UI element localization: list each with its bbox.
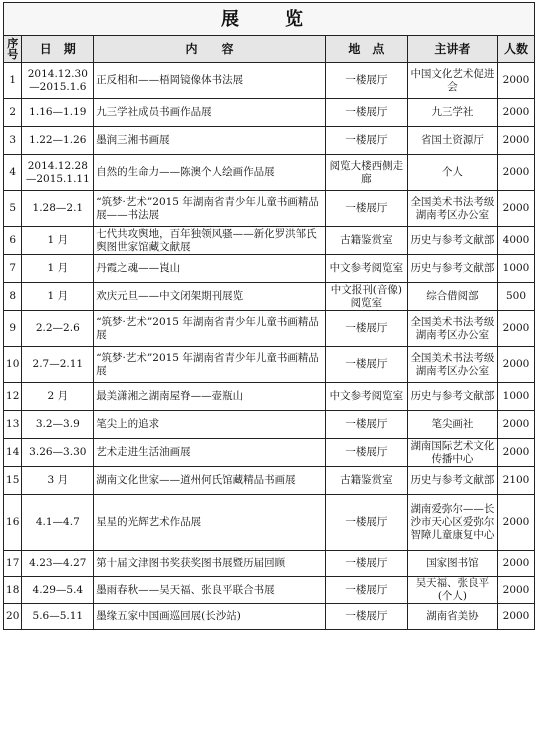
- cell-date: 2014.12.30—2015.1.6: [22, 63, 94, 99]
- cell-place: 中文报刊(音像)阅览室: [325, 283, 407, 311]
- header-no-line1: 序: [7, 36, 19, 50]
- cell-speaker: 九三学社: [407, 99, 497, 127]
- cell-content: “筑梦·艺术”2015 年湖南省青少年儿童书画精品展——书法展: [94, 191, 326, 227]
- cell-content: 正反相和——梧岡镜像体书法展: [94, 63, 326, 99]
- cell-count: 1000: [498, 255, 535, 283]
- cell-date: 1 月: [22, 283, 94, 311]
- cell-place: 一楼展厅: [325, 439, 407, 467]
- cell-speaker: 湖南国际艺术文化传播中心: [407, 439, 497, 467]
- cell-date: 2 月: [22, 383, 94, 411]
- cell-speaker: 历史与参考文献部: [407, 255, 497, 283]
- table-row: [4, 383, 535, 411]
- cell-speaker: 笔尖画社: [407, 411, 497, 439]
- cell-count: 2000: [498, 155, 535, 191]
- table-row: [4, 255, 535, 283]
- cell-content: “筑梦·艺术”2015 年湖南省青少年儿童书画精品展: [94, 347, 326, 383]
- table-row: [4, 347, 535, 383]
- cell-content: 第十届文津图书奖获奖图书展暨历届回顾: [94, 551, 326, 577]
- cell-place: 一楼展厅: [325, 347, 407, 383]
- cell-no: 14: [4, 439, 22, 467]
- cell-no: 16: [4, 495, 22, 551]
- table-title: 展 览: [4, 3, 535, 36]
- cell-speaker: 吴天福、张良平(个人): [407, 577, 497, 604]
- cell-speaker: 国家图书馆: [407, 551, 497, 577]
- cell-place: 一楼展厅: [325, 63, 407, 99]
- table-row: [4, 227, 535, 255]
- table-row: [4, 311, 535, 347]
- cell-speaker: 历史与参考文献部: [407, 467, 497, 495]
- table-row: [4, 127, 535, 155]
- cell-no: 9: [4, 311, 22, 347]
- cell-content: 欢庆元旦——中文闭架期刊展览: [94, 283, 326, 311]
- cell-date: 3.2—3.9: [22, 411, 94, 439]
- cell-no: 18: [4, 577, 22, 604]
- cell-no: 7: [4, 255, 22, 283]
- table-row: [4, 191, 535, 227]
- header-speaker: 主讲者: [407, 36, 497, 63]
- cell-no: 1: [4, 63, 22, 99]
- cell-count: 2000: [498, 604, 535, 630]
- cell-speaker: 全国美术书法考级湖南考区办公室: [407, 347, 497, 383]
- cell-count: 2000: [498, 439, 535, 467]
- cell-speaker: 历史与参考文献部: [407, 227, 497, 255]
- cell-date: 4.1—4.7: [22, 495, 94, 551]
- header-no: [4, 36, 22, 63]
- cell-count: 2000: [498, 191, 535, 227]
- header-place: 地 点: [325, 36, 407, 63]
- cell-no: 17: [4, 551, 22, 577]
- cell-content: 墨雨春秋——吴天福、张良平联合书展: [94, 577, 326, 604]
- cell-content: 墨缘五家中国画巡回展(长沙站): [94, 604, 326, 630]
- cell-place: 中文参考阅览室: [325, 255, 407, 283]
- cell-no: 2: [4, 99, 22, 127]
- cell-place: 一楼展厅: [325, 191, 407, 227]
- table-row: [4, 495, 535, 551]
- cell-place: 一楼展厅: [325, 311, 407, 347]
- header-content: 内 容: [94, 36, 326, 63]
- cell-date: 1.28—2.1: [22, 191, 94, 227]
- cell-no: 5: [4, 191, 22, 227]
- cell-date: 1 月: [22, 227, 94, 255]
- cell-speaker: 全国美术书法考级湖南考区办公室: [407, 311, 497, 347]
- cell-date: 1.16—1.19: [22, 99, 94, 127]
- table-row: [4, 411, 535, 439]
- cell-content: 最美潇湘之湖南屋脊——壶瓶山: [94, 383, 326, 411]
- cell-content: “筑梦·艺术”2015 年湖南省青少年儿童书画精品展: [94, 311, 326, 347]
- cell-content: 笔尖上的追求: [94, 411, 326, 439]
- cell-place: 古籍鉴赏室: [325, 467, 407, 495]
- cell-no: 6: [4, 227, 22, 255]
- cell-no: 3: [4, 127, 22, 155]
- header-row: [4, 36, 535, 63]
- table-row: [4, 155, 535, 191]
- cell-speaker: 省国土资源厅: [407, 127, 497, 155]
- table-row: [4, 467, 535, 495]
- table-row: [4, 551, 535, 577]
- cell-date: 2014.12.28—2015.1.11: [22, 155, 94, 191]
- cell-date: 4.29—5.4: [22, 577, 94, 604]
- cell-content: 丹霞之魂——崀山: [94, 255, 326, 283]
- cell-content: 七代共攻舆地，百年独领风骚——新化罗洪邹氏舆图世家馆藏文献展: [94, 227, 326, 255]
- cell-content: 艺术走进生活油画展: [94, 439, 326, 467]
- cell-count: 2000: [498, 99, 535, 127]
- cell-date: 1 月: [22, 255, 94, 283]
- cell-count: 2000: [498, 127, 535, 155]
- cell-count: 2100: [498, 467, 535, 495]
- cell-date: 1.22—1.26: [22, 127, 94, 155]
- cell-no: 15: [4, 467, 22, 495]
- cell-no: 20: [4, 604, 22, 630]
- header-no-line2: 号: [7, 47, 19, 61]
- cell-count: 4000: [498, 227, 535, 255]
- cell-count: 2000: [498, 347, 535, 383]
- cell-date: 2.7—2.11: [22, 347, 94, 383]
- cell-count: 2000: [498, 411, 535, 439]
- cell-content: 星星的光辉艺术作品展: [94, 495, 326, 551]
- exhibition-table: [3, 2, 535, 630]
- table-row: [4, 63, 535, 99]
- header-date: 日 期: [22, 36, 94, 63]
- table-row: [4, 604, 535, 630]
- cell-place: 中文参考阅览室: [325, 383, 407, 411]
- cell-count: 500: [498, 283, 535, 311]
- cell-speaker: 个人: [407, 155, 497, 191]
- cell-content: 九三学社成员书画作品展: [94, 99, 326, 127]
- cell-place: 一楼展厅: [325, 127, 407, 155]
- table-row: [4, 439, 535, 467]
- table-row: [4, 577, 535, 604]
- cell-count: 2000: [498, 311, 535, 347]
- cell-place: 一楼展厅: [325, 411, 407, 439]
- table-row: [4, 283, 535, 311]
- cell-date: 3.26—3.30: [22, 439, 94, 467]
- cell-date: 4.23—4.27: [22, 551, 94, 577]
- header-count: 人数: [498, 36, 535, 63]
- cell-count: 2000: [498, 63, 535, 99]
- cell-place: 一楼展厅: [325, 551, 407, 577]
- cell-speaker: 湖南省美协: [407, 604, 497, 630]
- cell-speaker: 湖南爱弥尔——长沙市天心区爱弥尔智障儿童康复中心: [407, 495, 497, 551]
- cell-date: 2.2—2.6: [22, 311, 94, 347]
- cell-count: 2000: [498, 551, 535, 577]
- cell-count: 1000: [498, 383, 535, 411]
- cell-date: 5.6—5.11: [22, 604, 94, 630]
- cell-no: 8: [4, 283, 22, 311]
- cell-no: 4: [4, 155, 22, 191]
- table-row: [4, 99, 535, 127]
- cell-place: 古籍鉴赏室: [325, 227, 407, 255]
- cell-count: 2000: [498, 495, 535, 551]
- cell-speaker: 中国文化艺术促进会: [407, 63, 497, 99]
- cell-place: 一楼展厅: [325, 604, 407, 630]
- cell-speaker: 综合借阅部: [407, 283, 497, 311]
- cell-no: 12: [4, 383, 22, 411]
- cell-date: 3 月: [22, 467, 94, 495]
- exhibition-table-container: [3, 2, 535, 630]
- cell-speaker: 全国美术书法考级湖南考区办公室: [407, 191, 497, 227]
- cell-content: 自然的生命力——陈澳个人绘画作品展: [94, 155, 326, 191]
- cell-count: 2000: [498, 577, 535, 604]
- cell-place: 一楼展厅: [325, 577, 407, 604]
- cell-no: 13: [4, 411, 22, 439]
- cell-speaker: 历史与参考文献部: [407, 383, 497, 411]
- cell-no: 10: [4, 347, 22, 383]
- cell-content: 湖南文化世家——道州何氏馆藏精品书画展: [94, 467, 326, 495]
- cell-place: 一楼展厅: [325, 99, 407, 127]
- cell-content: 墨润三湘书画展: [94, 127, 326, 155]
- cell-place: 一楼展厅: [325, 495, 407, 551]
- cell-place: 阅览大楼西侧走廊: [325, 155, 407, 191]
